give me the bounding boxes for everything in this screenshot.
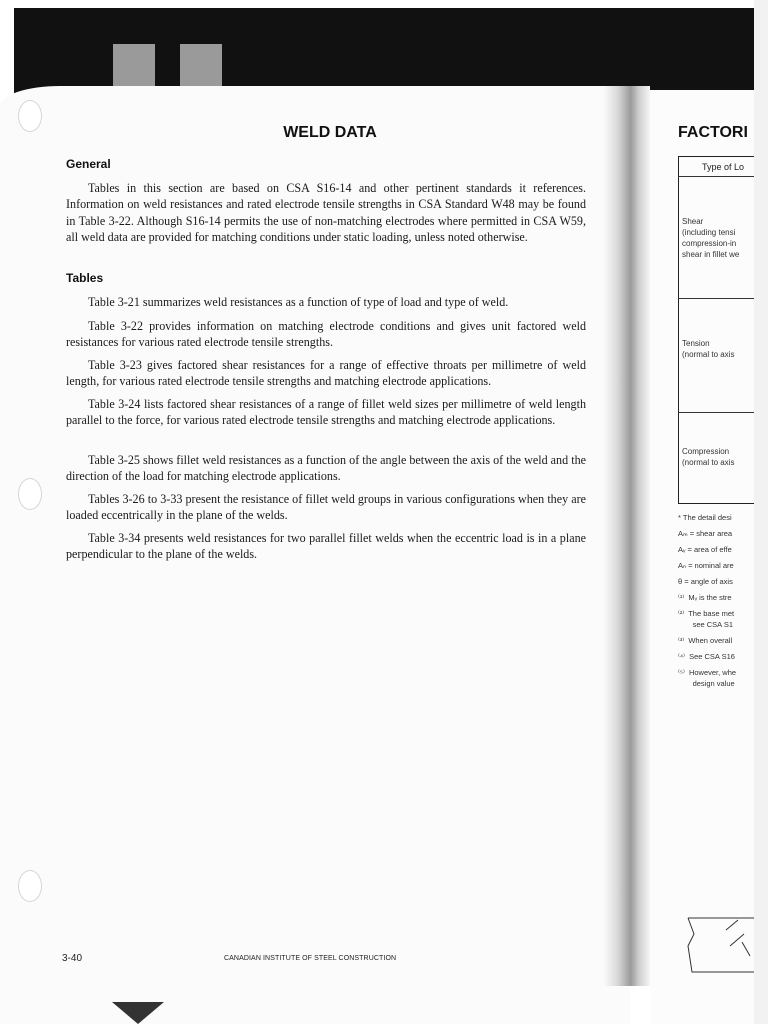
binder-tab-left bbox=[113, 44, 155, 92]
footnote: design value bbox=[678, 679, 735, 688]
footnote: θ = angle of axis bbox=[678, 577, 733, 586]
weld-detail-sketch bbox=[686, 916, 754, 974]
binder-hole-bottom bbox=[18, 870, 42, 902]
table-rule bbox=[678, 412, 754, 413]
footer-organization: CANADIAN INSTITUTE OF STEEL CONSTRUCTION bbox=[224, 955, 397, 962]
footnote: ⁽⁴⁾ See CSA S16 bbox=[678, 652, 735, 661]
footnote: see CSA S1 bbox=[678, 620, 734, 629]
page-number: 3-40 bbox=[62, 953, 83, 964]
page-title: WELD DATA bbox=[283, 124, 377, 141]
table-cell-tension: Tension (normal to axis bbox=[682, 339, 735, 359]
book-binding-shadow bbox=[604, 86, 650, 986]
general-paragraph: Tables in this section are based on CSA S16-14 and other pertinent standards it references. Information on weld resistances and rated electrode tensile strengths in CSA Standard W48 may be found in Table 3-22. Although S16-14 permits the use of non-matching electrodes where permitted in CSA W59, all weld data are provided for matching conditions under static loading, unless noted otherwise. bbox=[66, 181, 586, 244]
footnote: ⁽⁵⁾ However, whe bbox=[678, 668, 737, 677]
scan-edge-mark bbox=[112, 1002, 164, 1024]
general-heading: General bbox=[66, 157, 111, 171]
footnote: Aₙ = nominal are bbox=[678, 561, 734, 570]
binder-hole-middle bbox=[18, 478, 42, 510]
tables-paragraph-5: Table 3-25 shows fillet weld resistances as a function of the angle between the axis of the weld and the direction of the load for matching electrode applications. bbox=[66, 453, 586, 484]
table-rule bbox=[678, 176, 754, 177]
tables-paragraph-4: Table 3-24 lists factored shear resistances of a range of fillet weld sizes per millimetre of weld length parallel to the force, for various rated electrode tensile strengths and matching electrode applications. bbox=[66, 397, 586, 428]
tables-paragraph-3: Table 3-23 gives factored shear resistances for a range of effective throats per millimetre of weld length, for various rated electrode tensile strengths and matching electrode applications. bbox=[66, 358, 586, 389]
footnote: * The detail desi bbox=[678, 513, 732, 522]
table-cell-shear: Shear (including tensi compression-in shear in fillet we bbox=[682, 217, 740, 259]
footnote: Aₘ = shear area bbox=[678, 529, 733, 538]
binder-tab-right bbox=[180, 44, 222, 92]
right-page-title: FACTORI bbox=[678, 124, 748, 141]
scanner-background-right bbox=[754, 0, 768, 1024]
table-cell-compression: Compression (normal to axis bbox=[682, 447, 735, 467]
footnote: ⁽¹⁾ Mᵥ is the stre bbox=[678, 593, 732, 602]
tables-paragraph-1: Table 3-21 summarizes weld resistances as a function of type of load and type of weld. bbox=[88, 295, 509, 309]
tables-heading: Tables bbox=[66, 271, 104, 285]
footnote: ⁽³⁾ When overall bbox=[678, 636, 733, 645]
tables-paragraph-6: Tables 3-26 to 3-33 present the resistance of fillet weld groups in various configurations when they are loaded eccentrically in the plane of the welds. bbox=[66, 492, 586, 523]
tables-paragraph-7: Table 3-34 presents weld resistances for two parallel fillet welds when the eccentric load is in a plane perpendicular to the plane of the welds. bbox=[66, 531, 586, 562]
footnote: Aᵥ = area of effe bbox=[678, 545, 732, 554]
footnote: ⁽²⁾ The base met bbox=[678, 609, 735, 618]
tables-paragraph-2: Table 3-22 provides information on matching electrode conditions and gives unit factored weld resistances for various rated electrode tensile strengths. bbox=[66, 319, 586, 350]
table-header-type-of-load: Type of Lo bbox=[702, 162, 745, 172]
table-rule bbox=[678, 298, 754, 299]
right-page bbox=[650, 90, 754, 1024]
